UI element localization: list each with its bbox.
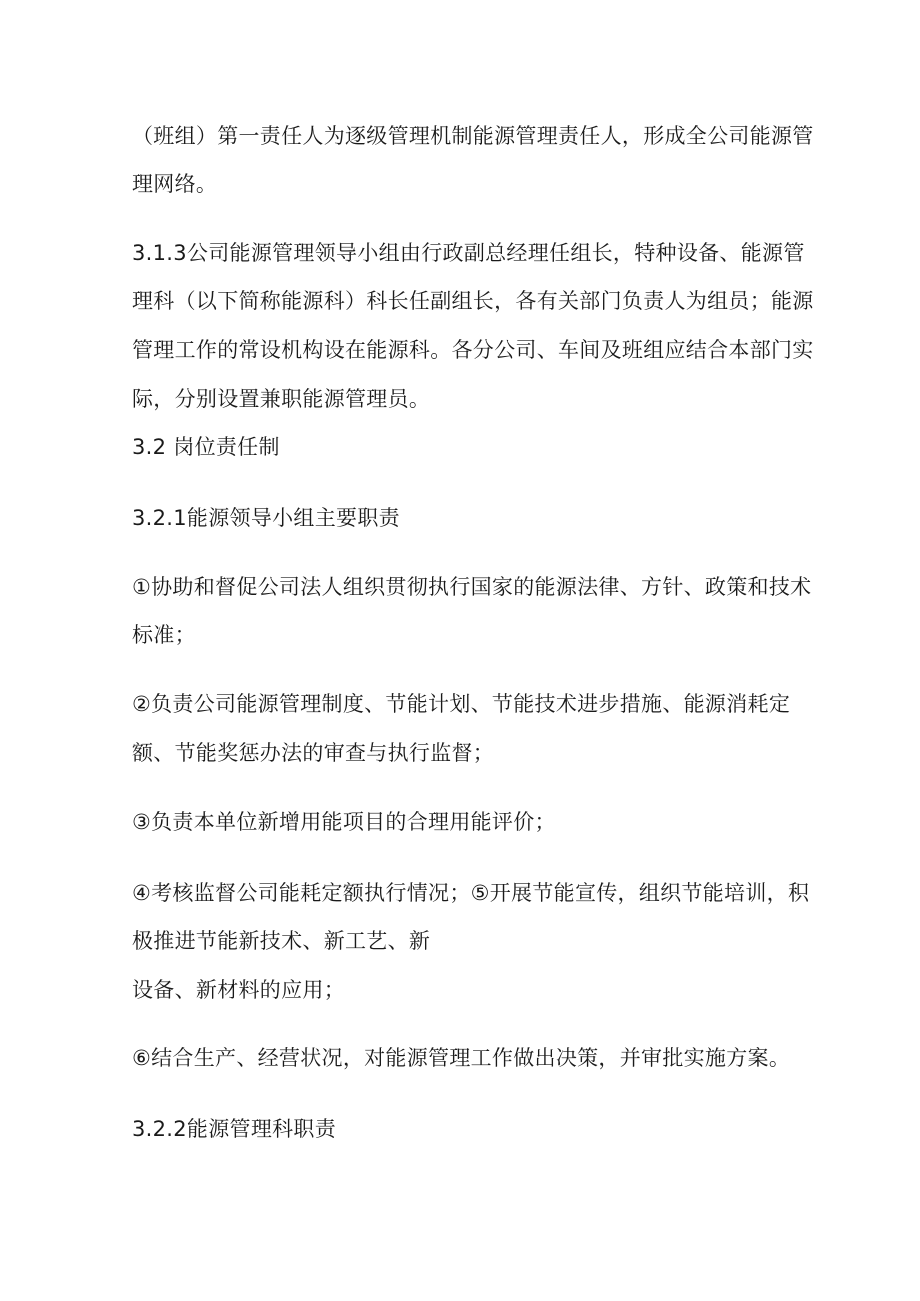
section-heading-3-2-1: 3.2.1能源领导小组主要职责 xyxy=(132,506,400,530)
duty-item-3-line: ③负责本单位新增用能项目的合理用能评价； xyxy=(132,810,556,834)
duty-item-2-line: 额、节能奖惩办法的审查与执行监督； xyxy=(132,741,495,765)
duty-item-6-line: ⑥结合生产、经营状况，对能源管理工作做出决策，并审批实施方案。 xyxy=(132,1046,791,1070)
duty-item-5-line: 极推进节能新技术、新工艺、新 xyxy=(132,929,431,953)
section-heading-3-2: 3.2 岗位责任制 xyxy=(132,435,280,459)
section-3-1-3-line: 际，分别设置兼职能源管理员。 xyxy=(132,387,431,411)
duty-item-1-line: ①协助和督促公司法人组织贯彻执行国家的能源法律、方针、政策和技术 xyxy=(132,575,812,599)
duty-item-2-line: ②负责公司能源管理制度、节能计划、节能技术进步措施、能源消耗定 xyxy=(132,692,791,716)
duty-item-4-5-line: ④考核监督公司能耗定额执行情况；⑤开展节能宣传，组织节能培训，积 xyxy=(132,881,810,905)
section-3-1-3-line: 理科（以下简称能源科）科长任副组长，各有关部门负责人为组员；能源 xyxy=(132,289,814,313)
duty-item-5-line: 设备、新材料的应用； xyxy=(132,978,345,1002)
duty-item-1-line: 标准； xyxy=(132,623,196,647)
paragraph-line-energy-network-end: 理网络。 xyxy=(132,172,218,196)
paragraph-line-energy-network-cont: （班组）第一责任人为逐级管理机制能源管理责任人，形成全公司能源管 xyxy=(132,124,814,148)
section-3-1-3-line: 管理工作的常设机构设在能源科。各分公司、车间及班组应结合本部门实 xyxy=(132,338,814,362)
section-3-1-3-line: 3.1.3公司能源管理领导小组由行政副总经理任组长，特种设备、能源管 xyxy=(132,241,805,265)
section-heading-3-2-2: 3.2.2能源管理科职责 xyxy=(132,1117,337,1141)
